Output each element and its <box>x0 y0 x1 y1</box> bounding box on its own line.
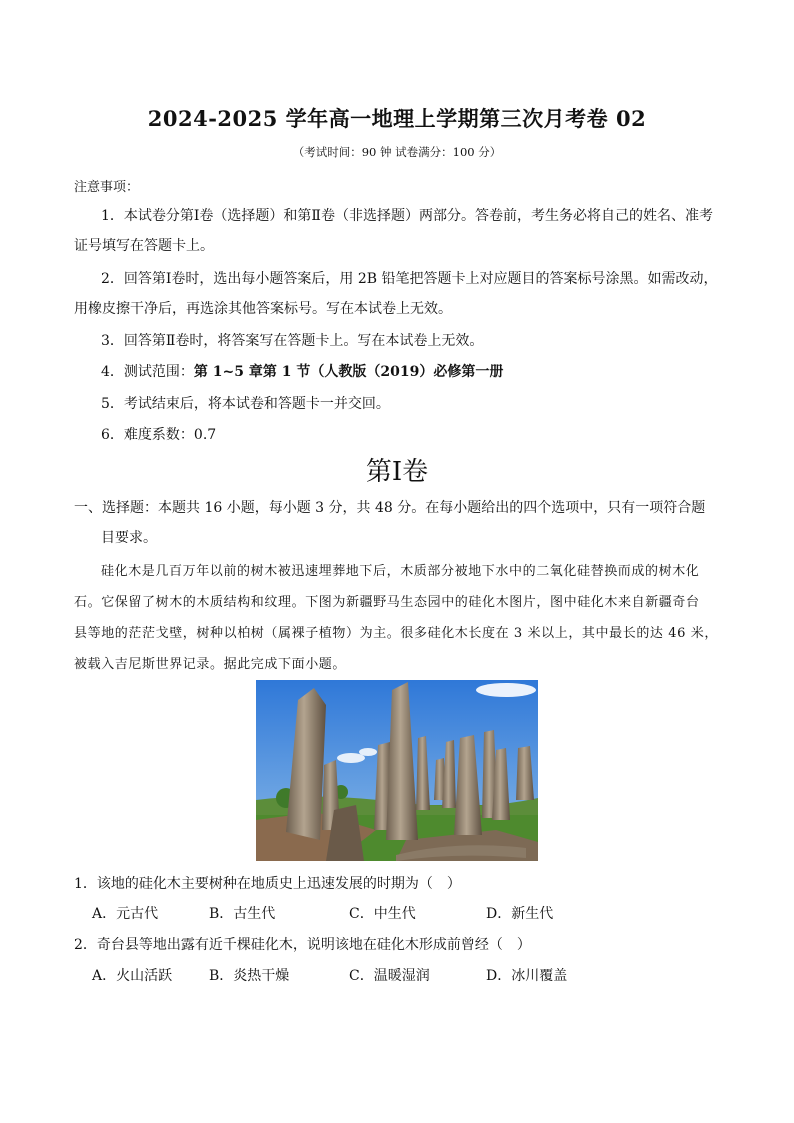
question-2-option-b[interactable]: B．炎热干燥 <box>209 968 290 984</box>
question-2-option-d[interactable]: D．冰川覆盖 <box>486 968 568 984</box>
note-4-range: 第 1~5 章第 1 节（人教版（2019）必修第一册 <box>193 364 504 380</box>
note-5: 5．考试结束后，将本试卷和答题卡一并交回。 <box>101 396 390 412</box>
passage-line-1: 硅化木是几百万年以前的树木被迅速埋葬地下后，木质部分被地下水中的二氧化硅替换而成的树木化 <box>101 564 700 579</box>
note-2-line-1: 2．回答第Ⅰ卷时，选出每小题答案后，用 2B 铅笔把答题卡上对应题目的答案标号涂黑。如需改动， <box>101 271 718 287</box>
question-1-option-b[interactable]: B．古生代 <box>209 906 276 922</box>
note-2-line-2: 用橡皮擦干净后，再选涂其他答案标号。写在本试卷上无效。 <box>74 301 452 317</box>
passage-line-3: 县等地的茫茫戈壁，树种以柏树（属裸子植物）为主。很多硅化木长度在 3 米以上，其中最长的达 46 米， <box>74 626 718 641</box>
note-1-line-1: 1．本试卷分第Ⅰ卷（选择题）和第Ⅱ卷（非选择题）两部分。答卷前，考生务必将自己的姓名、准考 <box>101 208 713 224</box>
note-4 <box>101 361 503 381</box>
part-one-line-2: 目要求。 <box>101 530 157 546</box>
exam-info: （考试时间：90 钟 试卷满分：100 分） <box>292 145 502 159</box>
page-title: 2024-2025 学年高一地理上学期第三次月考卷 02 <box>147 106 647 131</box>
question-1-option-d[interactable]: D．新生代 <box>486 906 554 922</box>
note-4-prefix: 4．测试范围： <box>101 364 194 380</box>
question-1-option-a[interactable]: A．元古代 <box>92 906 159 922</box>
question-1-option-c[interactable]: C．中生代 <box>349 906 416 922</box>
question-2-option-c[interactable]: C．温暖湿润 <box>349 968 430 984</box>
question-2-option-a[interactable]: A．火山活跃 <box>92 968 173 984</box>
note-3: 3．回答第Ⅱ卷时，将答案写在答题卡上。写在本试卷上无效。 <box>101 333 484 349</box>
section-title: 第Ⅰ卷 <box>365 457 429 487</box>
passage-line-2: 石。它保留了树木的木质结构和纹理。下图为新疆野马生态园中的硅化木图片，图中硅化木来自新疆奇台 <box>74 595 700 610</box>
note-6: 6．难度系数：0.7 <box>101 427 217 443</box>
passage-line-4: 被载入吉尼斯世界记录。据此完成下面小题。 <box>74 657 347 672</box>
question-1-stem: 1．该地的硅化木主要树种在地质史上迅速发展的时期为（ ） <box>74 876 461 892</box>
question-2-stem: 2．奇台县等地出露有近千棵硅化木，说明该地在硅化木形成前曾经（ ） <box>74 937 531 953</box>
part-one-line-1: 一、选择题：本题共 16 小题，每小题 3 分，共 48 分。在每小题给出的四个选项中，只有一项符合题 <box>74 500 706 516</box>
notes-heading: 注意事项： <box>74 180 140 195</box>
note-1-line-2: 证号填写在答题卡上。 <box>74 238 214 254</box>
petrified-wood-photo <box>256 680 538 861</box>
